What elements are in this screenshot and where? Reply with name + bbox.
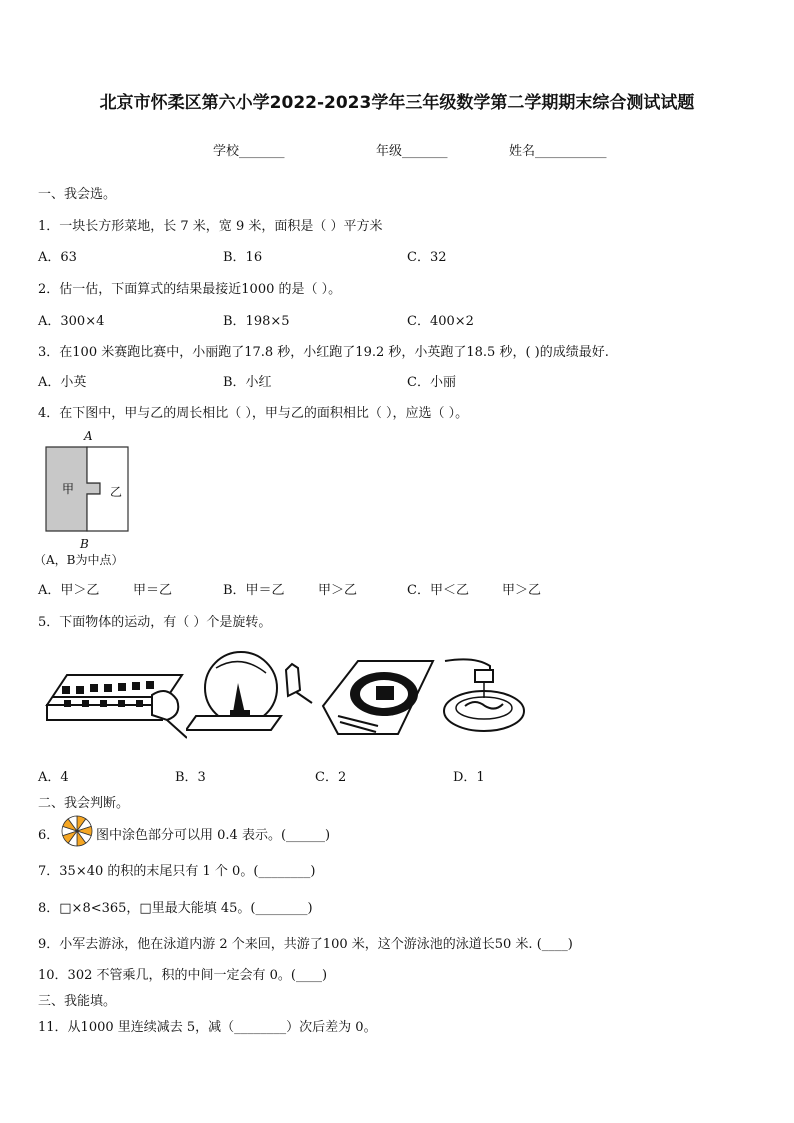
q6-number: 6． — [38, 828, 60, 843]
question-3: 3．在100 米赛跑比赛中，小丽跑了17.8 秒，小红跑了19.2 秒，小英跑了18.5 秒，( )的成绩最好. — [38, 345, 609, 360]
figure-label-a: A — [84, 429, 93, 443]
q4-option-a-part2: 甲＝乙 — [133, 583, 173, 598]
q4-option-c[interactable]: C．甲＜乙 — [407, 583, 469, 598]
q1-option-b[interactable]: B．16 — [223, 250, 263, 265]
q2-option-a[interactable]: A．300×4 — [38, 314, 105, 329]
question-8: 8．□×8<365，□里最大能填 45。(________) — [38, 901, 313, 916]
q5-option-d[interactable]: D．1 — [453, 770, 485, 785]
question-1: 1．一块长方形菜地，长 7 米，宽 9 米，面积是（ ）平方米 — [38, 219, 383, 234]
question-2: 2．估一估，下面算式的结果最接近1000 的是（ ）。 — [38, 282, 342, 297]
section-heading-judge: 二、我会判断。 — [38, 796, 130, 811]
question-4: 4．在下图中，甲与乙的周长相比（ ），甲与乙的面积相比（ ），应选（ ）。 — [38, 406, 469, 421]
q3-option-b[interactable]: B．小红 — [223, 375, 272, 390]
q2-option-c[interactable]: C．400×2 — [407, 314, 474, 329]
q4-option-b-part2: 甲＞乙 — [318, 583, 358, 598]
q5-option-a[interactable]: A．4 — [38, 770, 69, 785]
q5-option-c[interactable]: C．2 — [315, 770, 347, 785]
question-6: 图中涂色部分可以用 0.4 表示。(______) — [96, 828, 331, 843]
question-7: 7．35×40 的积的末尾只有 1 个 0。(________) — [38, 864, 316, 879]
shaded-circle-figure — [60, 814, 94, 848]
q4-option-c-part2: 甲＞乙 — [502, 583, 542, 598]
label-jia: 甲 — [62, 482, 75, 496]
q2-option-b[interactable]: B．198×5 — [223, 314, 290, 329]
section-heading-choose: 一、我会选。 — [38, 187, 117, 202]
q1-option-a[interactable]: A．63 — [38, 250, 77, 265]
q3-option-a[interactable]: A．小英 — [38, 375, 87, 390]
faucet-icon — [440, 656, 528, 742]
figure-note: （A，B为中点） — [34, 553, 124, 567]
globe-icon — [186, 648, 314, 740]
name-field[interactable]: 姓名___________ — [509, 144, 607, 159]
abacus-icon — [42, 650, 187, 740]
page-title: 北京市怀柔区第六小学2022-2023学年三年级数学第二学期期末综合测试试题 — [99, 93, 695, 113]
question-9: 9．小军去游泳，他在泳道内游 2 个来回，共游了100 米，这个游泳池的泳道长50 米. (____) — [38, 937, 573, 952]
question-10: 10．302 不管乘几，积的中间一定会有 0。(____) — [38, 968, 328, 983]
q5-option-b[interactable]: B．3 — [175, 770, 206, 785]
school-field[interactable]: 学校_______ — [213, 144, 285, 159]
question-5: 5．下面物体的运动，有（ ）个是旋转。 — [38, 615, 272, 630]
figure-label-b: B — [80, 537, 89, 551]
q4-option-b[interactable]: B．甲＝乙 — [223, 583, 285, 598]
grade-field[interactable]: 年级_______ — [376, 144, 448, 159]
q4-option-a[interactable]: A．甲＞乙 — [38, 583, 100, 598]
steering-wheel-icon — [318, 656, 436, 742]
question-11: 11．从1000 里连续减去 5，减（________）次后差为 0。 — [38, 1020, 377, 1035]
q3-option-c[interactable]: C．小丽 — [407, 375, 456, 390]
q1-option-c[interactable]: C．32 — [407, 250, 447, 265]
label-yi: 乙 — [110, 485, 123, 499]
section-heading-fill: 三、我能填。 — [38, 994, 117, 1009]
